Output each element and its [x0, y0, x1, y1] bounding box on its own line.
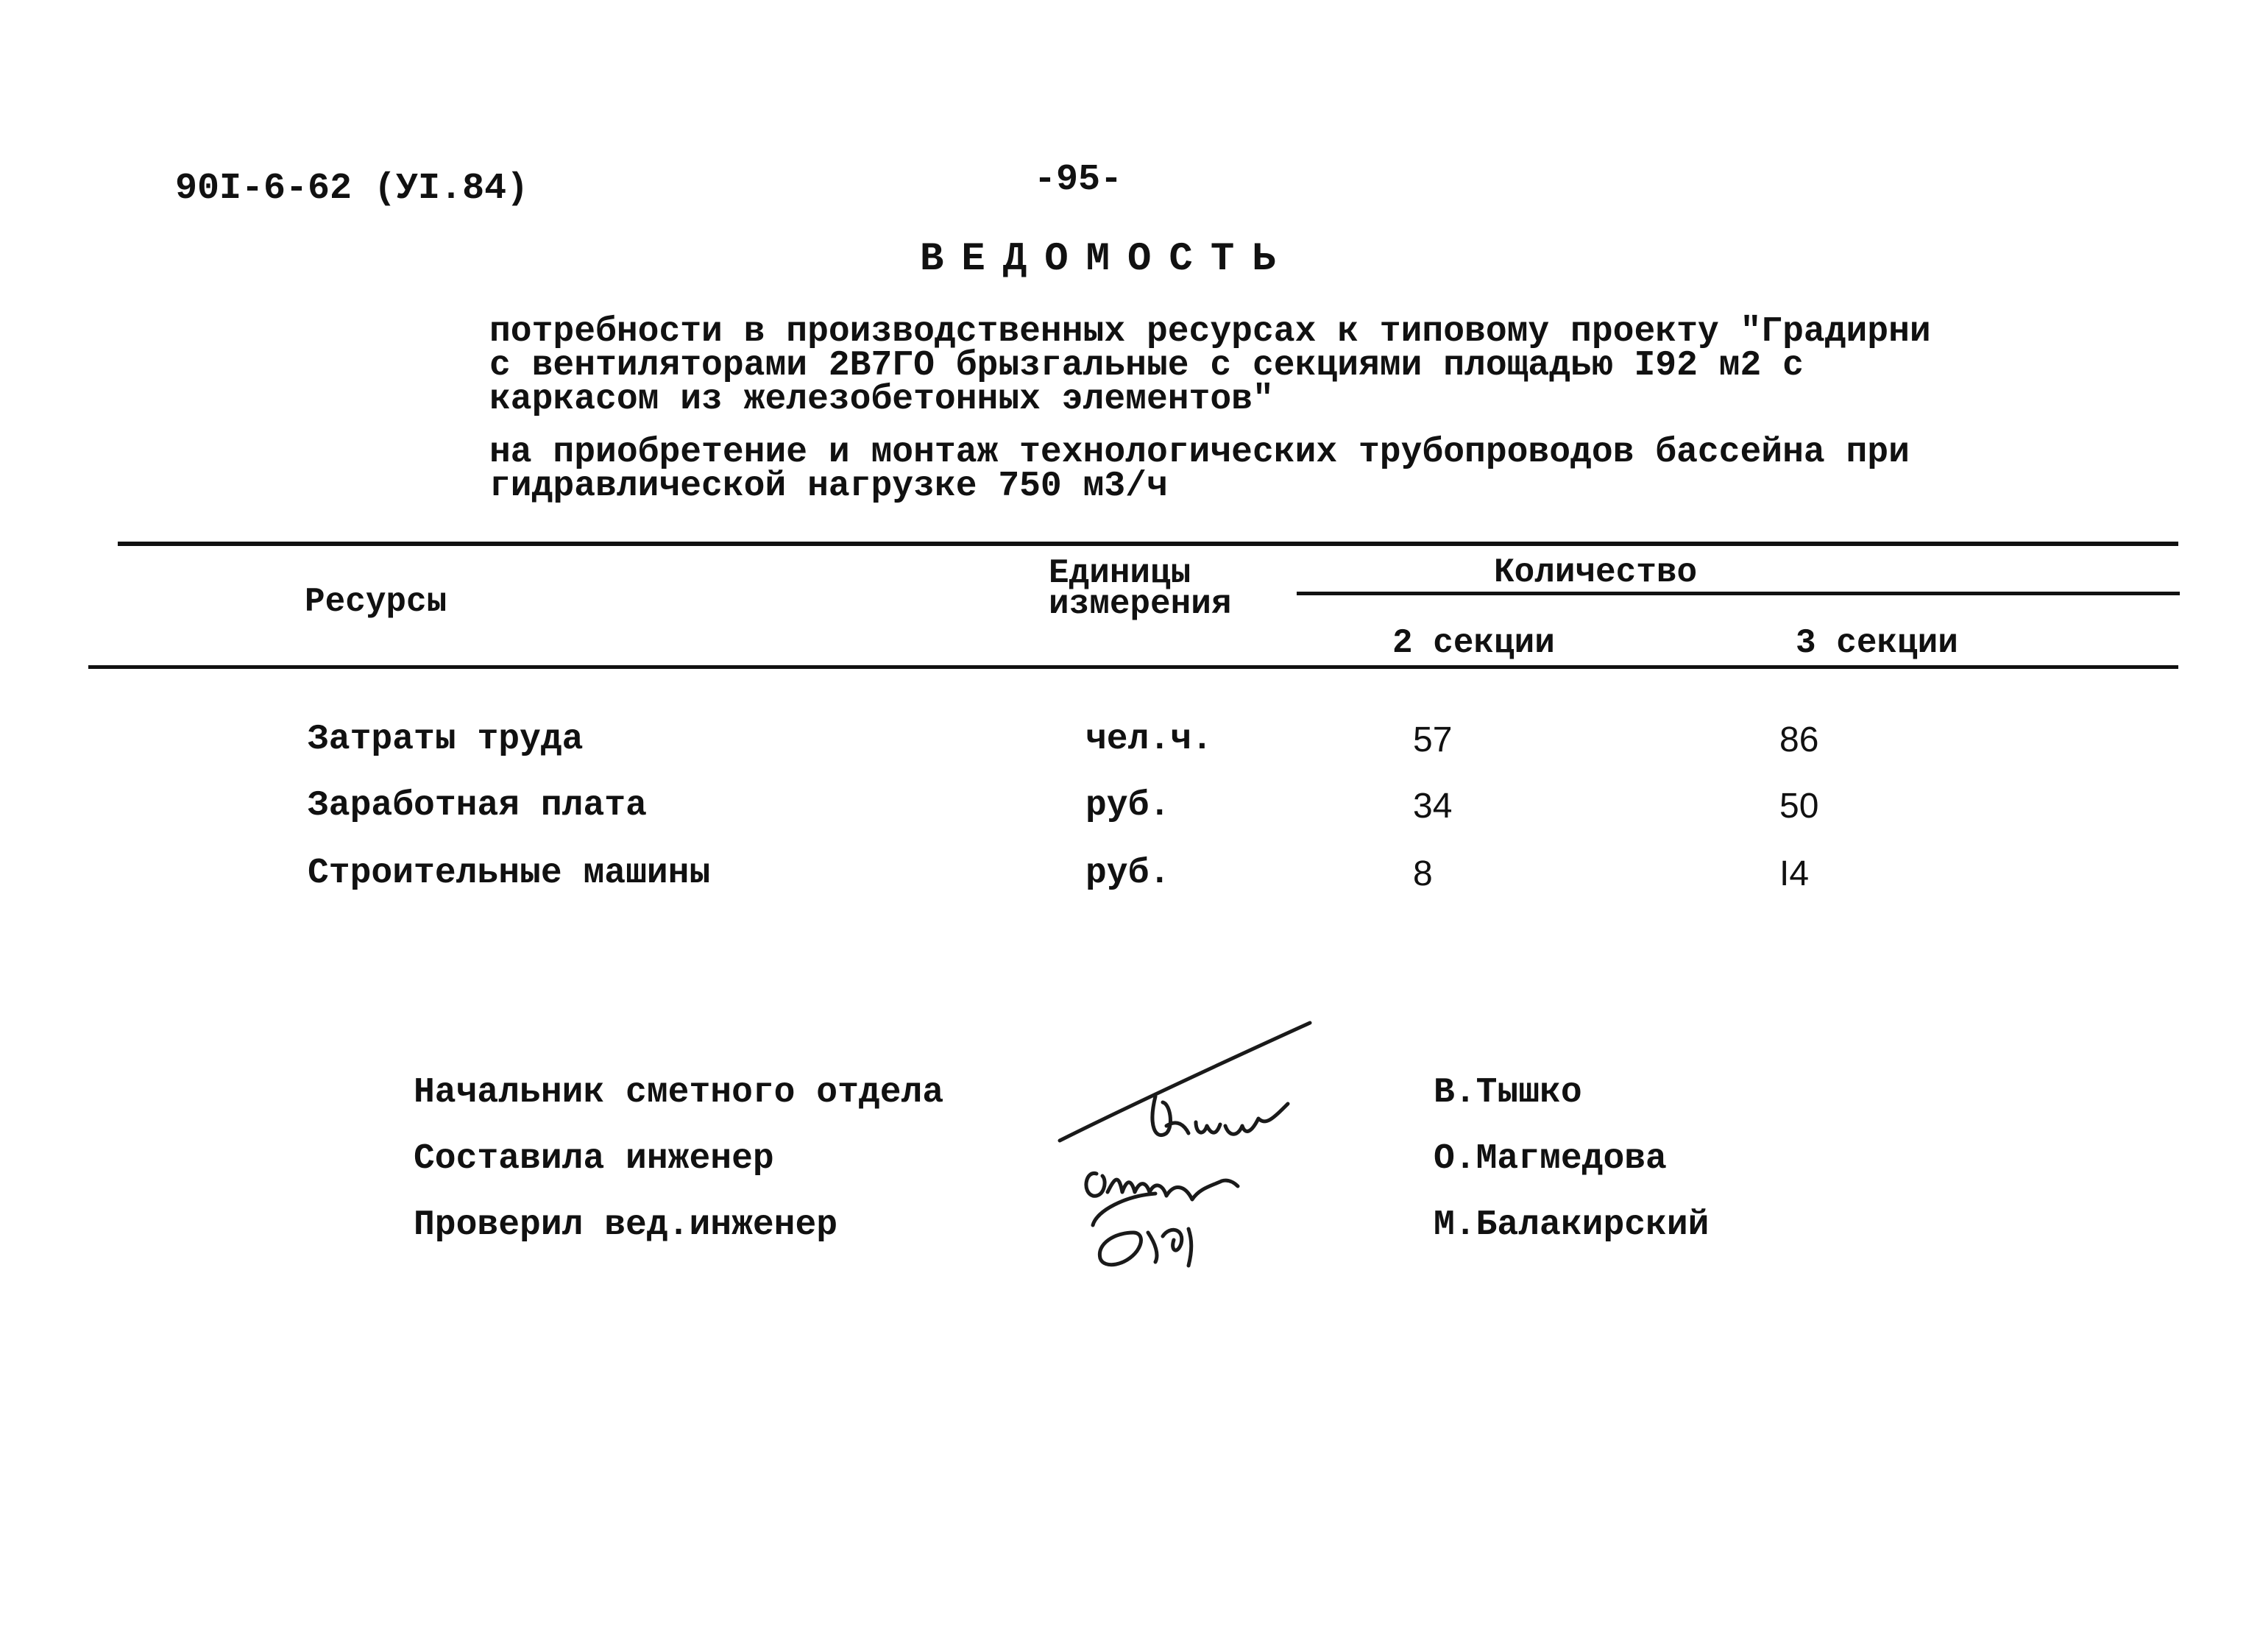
page-number: -95-: [1034, 159, 1123, 201]
value-3-sections: 50: [1779, 787, 1819, 826]
signature-stroke: [1099, 1229, 1191, 1266]
column-header-quantity: Количество: [1494, 553, 1698, 592]
scope-line: на приобретение и монтаж технологических трубопроводов бассейна при: [489, 433, 1910, 472]
description-line: потребности в производственных ресурсах к типовому проекту "Градирни: [489, 312, 1931, 352]
description-line: каркасом из железобетонных элементов": [489, 380, 1274, 419]
handwritten-signatures: [1045, 1015, 1354, 1288]
value-3-sections: 86: [1779, 720, 1819, 759]
signatory-name: О.Магмедова: [1434, 1139, 1667, 1179]
scope-paragraph: [489, 433, 1910, 506]
signatory-role: Начальник сметного отдела: [414, 1073, 944, 1113]
resource-name: Затраты труда: [308, 720, 584, 759]
column-header-units: Единицы измерения: [1049, 554, 1232, 623]
value-2-sections: 57: [1413, 720, 1453, 759]
description-paragraph: [489, 312, 1931, 419]
value-3-sections: I4: [1779, 854, 1810, 893]
document-code: 90I-6-62 (УI.84): [175, 168, 529, 210]
signatory-name: В.Тышко: [1434, 1073, 1582, 1113]
table-header-bottom-rule: [88, 665, 2178, 669]
quantity-header-rule: [1297, 592, 2180, 595]
signature-stroke: [1086, 1173, 1238, 1199]
signature-stroke: [1152, 1096, 1288, 1135]
value-2-sections: 8: [1413, 854, 1433, 893]
value-2-sections: 34: [1413, 787, 1453, 826]
signature-stroke: [1093, 1194, 1155, 1225]
column-header-3-sections: 3 секции: [1796, 624, 1958, 662]
description-line: с вентиляторами 2В7ГО брызгальные с секциями площадью I92 м2 с: [489, 346, 1804, 386]
document-title: ВЕДОМОСТЬ: [920, 237, 1294, 282]
resource-unit: чел.ч.: [1085, 720, 1213, 759]
signature-stroke: [1060, 1023, 1310, 1141]
column-header-resources: Ресурсы: [305, 583, 447, 621]
resource-unit: руб.: [1085, 786, 1171, 826]
resource-unit: руб.: [1085, 854, 1171, 893]
scope-line: гидравлической нагрузке 750 м3/ч: [489, 467, 1168, 506]
resource-name: Заработная плата: [308, 786, 647, 826]
table-row: [0, 854, 2260, 898]
signatory-role: Проверил вед.инженер: [414, 1205, 838, 1245]
table-row: [0, 720, 2260, 764]
signatory-name: М.Балакирский: [1434, 1205, 1710, 1245]
resource-name: Строительные машины: [308, 854, 711, 893]
table-row: [0, 786, 2260, 830]
table-top-rule: [118, 542, 2178, 546]
signatory-role: Составила инженер: [414, 1139, 774, 1179]
column-header-2-sections: 2 секции: [1392, 624, 1555, 662]
